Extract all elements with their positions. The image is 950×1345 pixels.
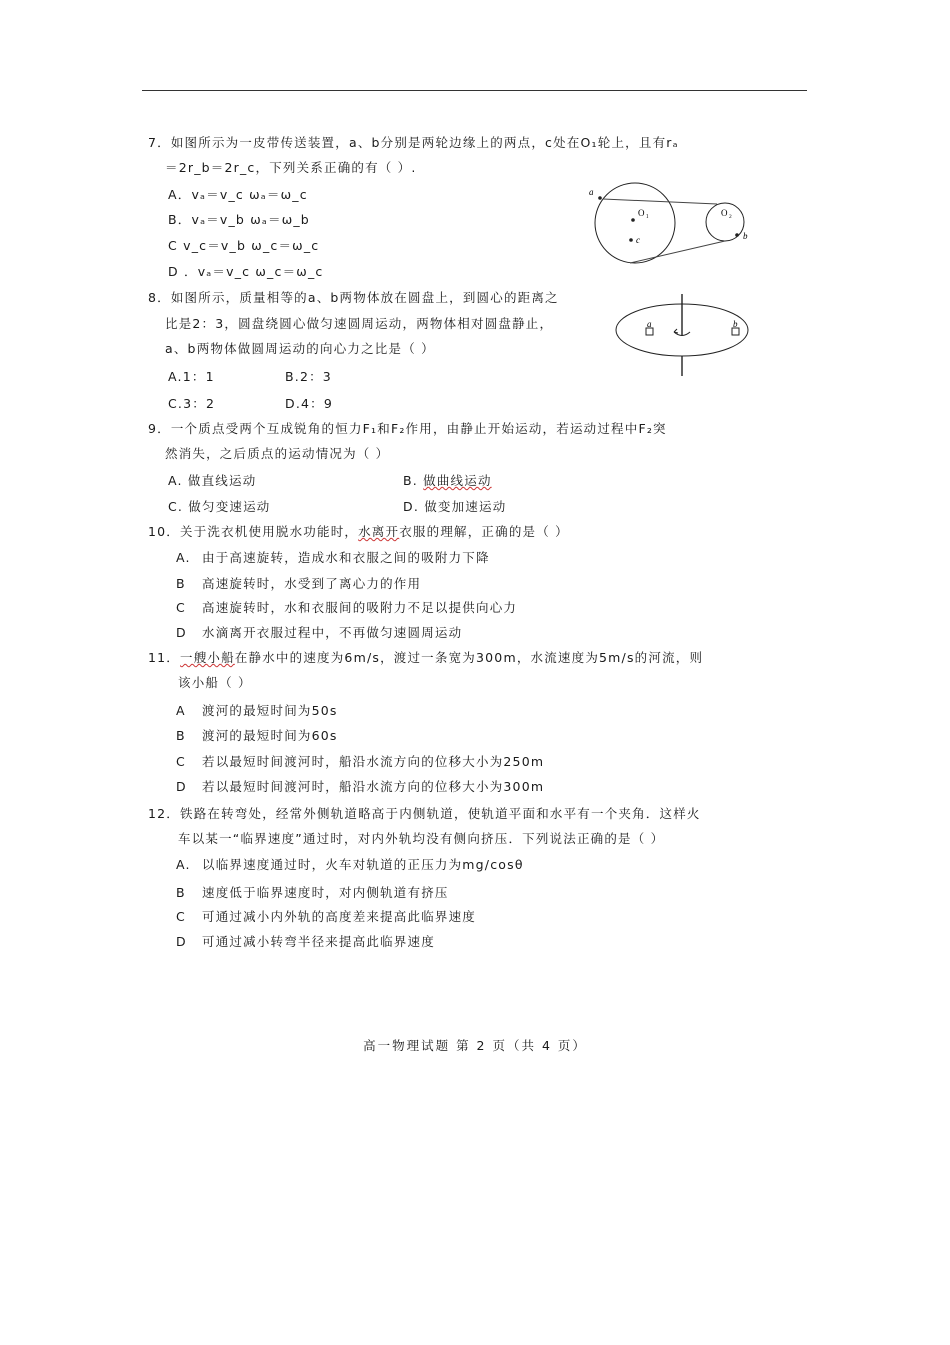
- rotation-arrowhead: [674, 329, 678, 333]
- option-label: A.: [168, 369, 183, 384]
- q10-stem-underlined: 水离开: [358, 524, 400, 539]
- option-text: v_c＝v_b ω_c＝ω_c: [177, 238, 320, 253]
- option-text: 水滴离开衣服过程中，不再做匀速圆周运动: [202, 625, 463, 640]
- option-label: B.: [285, 369, 300, 384]
- option-text: 3：2: [183, 396, 216, 411]
- option-label: A.: [176, 550, 191, 565]
- option-text: vₐ＝v_b ωₐ＝ω_b: [191, 212, 310, 227]
- q9-stem-line2: 然消失，之后质点的运动情况为（ ）: [165, 446, 390, 461]
- q10-stem-pre: 10．关于洗衣机使用脱水功能时，: [148, 524, 359, 539]
- option-label: A.: [176, 857, 191, 872]
- rotating-disk-figure: [610, 292, 755, 378]
- q10-option-c: [176, 600, 517, 616]
- q8-option-c: [168, 396, 215, 412]
- q7-option-d: [168, 264, 323, 280]
- q11-option-b: [176, 728, 338, 744]
- q9-stem-line1: 9．一个质点受两个互成锐角的恒力F₁和F₂作用，由静止开始运动，若运动过程中F₂突: [148, 421, 667, 436]
- q9-option-c: [168, 499, 271, 515]
- option-label: D: [176, 934, 187, 949]
- header-rule: [142, 90, 807, 91]
- belt-pulley-figure: [585, 178, 760, 268]
- pulley-large: [595, 183, 675, 263]
- q7-stem-line2: ＝2r_b＝2r_c，下列关系正确的有（ ）.: [165, 160, 417, 175]
- q12-option-a: [176, 857, 524, 873]
- option-label: D: [176, 625, 187, 640]
- q11-option-a: [176, 703, 338, 719]
- q11-stem-post: 在静水中的速度为6m/s，渡过一条宽为300m，水流速度为5m/s的河流，则: [234, 650, 704, 665]
- option-text: 做曲线运动: [423, 473, 492, 488]
- q11-stem-underlined: 一艘小船: [180, 650, 235, 665]
- o1-dot: [631, 218, 635, 222]
- o2-label: O₂: [721, 208, 734, 218]
- option-label: A.: [168, 473, 183, 488]
- option-text: 4：9: [301, 396, 334, 411]
- q9-option-d: [403, 499, 506, 515]
- q8-option-b: [285, 369, 332, 385]
- q8-stem-line3: a、b两物体做圆周运动的向心力之比是（ ）: [165, 341, 435, 356]
- option-text: 速度低于临界速度时，对内侧轨道有挤压: [202, 885, 449, 900]
- option-text: 渡河的最短时间为50s: [202, 703, 338, 718]
- q11-stem-pre: 11．: [148, 650, 181, 665]
- option-text: 2：3: [299, 369, 332, 384]
- q11-option-c: [176, 754, 544, 770]
- q9-option-b: [403, 473, 492, 489]
- belt-bottom: [630, 241, 725, 263]
- option-label: D.: [403, 499, 419, 514]
- option-text: vₐ＝v_c ωₐ＝ω_c: [191, 187, 308, 202]
- q12-option-c: [176, 909, 476, 925]
- q12-stem-line2: 车以某一“临界速度”通过时，对内外轨均没有侧向挤压．下列说法正确的是（ ）: [178, 831, 665, 846]
- point-c-label: c: [636, 235, 642, 245]
- option-text: 渡河的最短时间为60s: [202, 728, 338, 743]
- q12-stem-line1: 12．铁路在转弯处，经常外侧轨道略高于内侧轨道，使轨道平面和水平有一个夹角．这样火: [148, 806, 701, 821]
- option-label: C.: [168, 499, 184, 514]
- q9-option-a: [168, 473, 256, 489]
- option-label: D: [176, 779, 187, 794]
- q7-option-b: [168, 212, 310, 228]
- option-text: 可通过减小内外轨的高度差来提高此临界速度: [202, 909, 477, 924]
- option-text: 做直线运动: [187, 473, 257, 488]
- block-b: [732, 328, 739, 335]
- block-a-label: a: [647, 319, 653, 329]
- q10-option-a: [176, 550, 490, 566]
- q10-option-d: [176, 625, 462, 641]
- option-label: C: [176, 754, 186, 769]
- point-b-label: b: [743, 231, 749, 241]
- option-label: A．: [168, 187, 192, 202]
- block-b-label: b: [733, 319, 739, 329]
- point-c-dot: [629, 238, 633, 242]
- option-label: C: [168, 238, 178, 253]
- block-a: [646, 328, 653, 335]
- option-label: D.: [285, 396, 301, 411]
- option-text: 以临界速度通过时，火车对轨道的正压力为mg/cosθ: [202, 857, 524, 872]
- option-text: 可通过减小转弯半径来提高此临界速度: [202, 934, 435, 949]
- page-footer: 高一物理试题 第 2 页（共 4 页）: [363, 1038, 587, 1053]
- q8-stem-line1: 8．如图所示，质量相等的a、b两物体放在圆盘上，到圆心的距离之: [148, 290, 559, 305]
- option-label: C.: [168, 396, 184, 411]
- belt-top: [603, 199, 717, 204]
- q11-stem-line1: [148, 650, 703, 666]
- point-a-label: a: [589, 187, 595, 197]
- option-text: ．vₐ＝v_c ω_c＝ω_c: [178, 264, 324, 279]
- option-label: B: [176, 885, 186, 900]
- o1-label: O₁: [638, 208, 651, 218]
- q10-stem-post: 衣服的理解，正确的是（ ）: [399, 524, 569, 539]
- option-label: C: [176, 600, 186, 615]
- option-text: 若以最短时间渡河时，船沿水流方向的位移大小为250m: [202, 754, 545, 769]
- q8-stem-line2: 比是2：3，圆盘绕圆心做匀速圆周运动，两物体相对圆盘静止，: [165, 316, 554, 331]
- option-label: D: [168, 264, 179, 279]
- q8-option-a: [168, 369, 215, 385]
- q11-stem-line2: 该小船（ ）: [178, 675, 252, 690]
- q11-option-d: [176, 779, 544, 795]
- q7-option-a: [168, 187, 308, 203]
- option-label: B: [176, 728, 186, 743]
- q10-option-b: [176, 576, 421, 592]
- option-label: A: [176, 703, 186, 718]
- option-label: B: [176, 576, 186, 591]
- option-text: 高速旋转时，水和衣服间的吸附力不足以提供向心力: [202, 600, 518, 615]
- option-text: 做变加速运动: [424, 499, 507, 514]
- option-text: 高速旋转时，水受到了离心力的作用: [202, 576, 422, 591]
- q12-option-b: [176, 885, 449, 901]
- point-a-dot: [598, 196, 602, 200]
- q12-option-d: [176, 934, 435, 950]
- q7-option-c: [168, 238, 319, 254]
- option-text: 1：1: [182, 369, 215, 384]
- option-text: 由于高速旋转，造成水和衣服之间的吸附力下降: [202, 550, 490, 565]
- option-label: B．: [168, 212, 192, 227]
- option-label: C: [176, 909, 186, 924]
- option-text: 做匀变速运动: [188, 499, 271, 514]
- point-b-dot: [735, 233, 739, 237]
- q7-stem-line1: 7．如图所示为一皮带传送装置，a、b分别是两轮边缘上的两点，c处在O₁轮上，且有rₐ: [148, 135, 679, 150]
- q10-stem-line1: [148, 524, 569, 540]
- option-label: B.: [403, 473, 418, 488]
- option-text: 若以最短时间渡河时，船沿水流方向的位移大小为300m: [202, 779, 545, 794]
- q8-option-d: [285, 396, 333, 412]
